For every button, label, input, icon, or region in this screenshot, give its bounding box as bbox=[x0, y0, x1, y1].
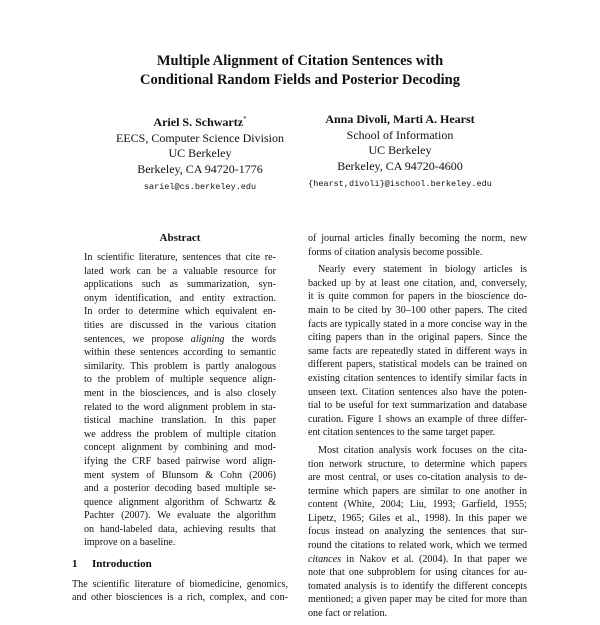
title-line-1: Multiple Alignment of Citation Sentences with bbox=[156, 53, 444, 69]
author-affiliation: UC Berkeley bbox=[168, 146, 232, 160]
author-name: Ariel S. Schwartz* bbox=[153, 115, 247, 129]
body-line: curation. Figure 1 shows an example of three differ- bbox=[308, 413, 527, 425]
emphasis: citances bbox=[308, 553, 342, 565]
body-line: backed up by at least one citation, and, conversely, bbox=[308, 277, 527, 289]
body-line: note that one subproblem for using citances for au- bbox=[308, 567, 527, 579]
body-line: of journal articles finally becoming the norm, new bbox=[308, 233, 527, 244]
abstract-line: concept alignment by combining and mod- bbox=[84, 442, 276, 454]
body-line: ent citation sentences to the same target paper. bbox=[308, 427, 496, 439]
body-line: Most citation analysis work focuses on the cita- bbox=[318, 444, 527, 456]
body-line: termine which papers are similar to one another in bbox=[308, 485, 527, 497]
abstract-line: Pachter (2007). We evaluate the algorithm bbox=[84, 510, 276, 522]
body-line: tial to be useful for text summarization and database bbox=[308, 400, 527, 412]
body-line: existing citation sentences to identify similar facts in bbox=[308, 372, 527, 384]
section-heading bbox=[72, 558, 288, 572]
paragraph bbox=[308, 263, 527, 440]
body-line: different papers, statistical models can be trained on bbox=[308, 359, 527, 371]
author-affiliation: Berkeley, CA 94720-1776 bbox=[137, 161, 263, 176]
body-line: tion network structure, to determine which papers bbox=[308, 458, 527, 470]
abstract-line: lated work can be a valuable resource for bbox=[84, 265, 276, 277]
author-email: {hearst,divoli}@ischool.berkeley.edu bbox=[308, 179, 492, 189]
author-affiliation: EECS, Computer Science Division bbox=[116, 130, 284, 145]
paragraph bbox=[308, 444, 527, 621]
title-line-2: Conditional Random Fields and Posterior Decoding bbox=[140, 72, 460, 88]
left-column bbox=[72, 232, 288, 605]
body-line: it is quite common for papers in the bioscience do- bbox=[308, 291, 527, 303]
body-line: same facts are repeatedly stated in different ways in bbox=[308, 345, 527, 357]
abstract-line: ifying the CRF based pairwise word align- bbox=[84, 455, 276, 467]
body-line: mentioned; a given paper may be cited for more than bbox=[308, 594, 527, 606]
abstract-line: improve on a baseline. bbox=[84, 537, 176, 549]
body-line: facts are typically stated in a more concise way in the bbox=[308, 318, 527, 330]
author-name: Anna Divoli, Marti A. Hearst bbox=[325, 112, 475, 126]
body-line: focus instead on analyzing the sentences that sur- bbox=[308, 526, 527, 538]
author-block-1 bbox=[100, 112, 300, 196]
abstract-line: sentences, we propose aligning the words bbox=[84, 333, 276, 345]
abstract-line: tities are discussed in the various citation bbox=[84, 319, 276, 331]
body-line: round the citations to related work, which we termed bbox=[308, 540, 527, 552]
paper-title bbox=[0, 52, 600, 90]
body-line: one fact or relation. bbox=[308, 608, 388, 620]
body-line: tomated analysis is to identify the different concepts bbox=[308, 580, 527, 592]
abstract-line: and a posterior decoding based multiple se- bbox=[84, 483, 276, 495]
abstract-line: tistical machine translation. In this paper bbox=[84, 415, 276, 427]
author-footnote-mark: * bbox=[243, 115, 247, 123]
abstract-body bbox=[72, 251, 288, 550]
abstract-line: In order to determine which equivalent en- bbox=[84, 306, 276, 318]
body-line: unseen text. Citation sentences also have the poten- bbox=[308, 386, 527, 398]
abstract-line: we address the problem of multiple citation bbox=[84, 428, 276, 440]
abstract-line: quence alignment algorithm of Schwartz & bbox=[84, 496, 276, 508]
author-email: sariel@cs.berkeley.edu bbox=[143, 182, 257, 192]
author-block-2 bbox=[300, 112, 500, 193]
abstract-line: onym identification, and entity extraction. bbox=[84, 292, 276, 304]
abstract-line: to the problem of multiple sequence align- bbox=[84, 374, 276, 386]
body-line: forms of citation analysis become possible. bbox=[308, 246, 483, 258]
abstract-line: applications such as summarization, syn- bbox=[84, 279, 276, 291]
intro-line: and other biosciences is a rich, complex, and con- bbox=[72, 592, 288, 604]
abstract-line: ment in the biosciences, and is also closely bbox=[84, 387, 276, 399]
body-line: citing papers than in the original papers. Since the bbox=[308, 332, 527, 344]
author-affiliation: School of Information bbox=[346, 127, 454, 142]
abstract-line: In scientific literature, sentences that cite re- bbox=[84, 252, 276, 263]
abstract-line: ment system of Blunsom & Cohn (2006) bbox=[84, 469, 276, 481]
abstract-line: related to the word alignment problem in sta- bbox=[84, 401, 276, 413]
body-line: are most central, or uses co-citation analysis to de- bbox=[308, 472, 527, 484]
abstract-line: on hand-labeled data, achieving results that bbox=[84, 523, 276, 535]
abstract-heading: Abstract bbox=[159, 232, 201, 244]
body-line: citances in Nakov et al. (2004). In that paper we bbox=[308, 553, 527, 565]
abstract-line: within these sentences according to semantic bbox=[84, 347, 276, 359]
author-affiliation: UC Berkeley bbox=[368, 143, 432, 157]
paragraph bbox=[308, 232, 527, 259]
section-title: Introduction bbox=[92, 558, 152, 571]
body-line: content (White, 2004; Liu, 1993; Garfield, 1955; bbox=[308, 499, 527, 511]
body-line: Lipetz, 1965; Giles et al., 1998). In this paper we bbox=[308, 512, 527, 524]
right-column bbox=[308, 232, 527, 625]
author-affiliation: Berkeley, CA 94720-4600 bbox=[337, 158, 463, 173]
section-number: 1 bbox=[72, 558, 78, 571]
abstract-line: similarity. This problem is partly analogous bbox=[84, 360, 276, 372]
intro-line: The scientific literature of biomedicine, genomics, bbox=[72, 578, 288, 590]
emphasis: aligning bbox=[190, 333, 225, 345]
body-line: main to be cited by 30–100 other papers. The cited bbox=[308, 304, 527, 316]
body-line: Nearly every statement in biology articles is bbox=[318, 264, 527, 276]
